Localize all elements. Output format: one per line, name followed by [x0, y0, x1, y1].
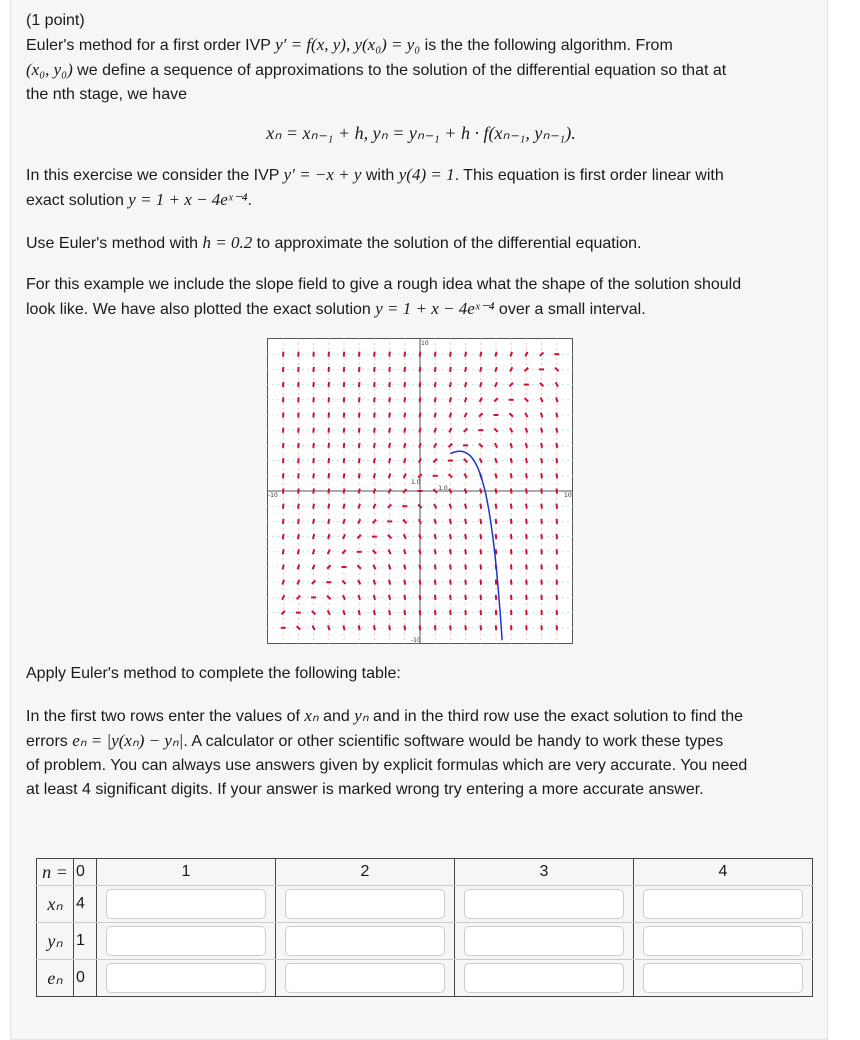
slope-mark	[374, 458, 375, 463]
slope-mark	[435, 580, 436, 585]
text: .	[248, 192, 252, 209]
slope-mark	[359, 413, 360, 418]
initial-condition: y(4) = 1	[399, 165, 455, 184]
slope-mark	[374, 443, 375, 448]
n-label: n =	[37, 859, 74, 886]
slope-mark	[404, 443, 405, 448]
slope-mark	[511, 504, 512, 509]
slope-mark	[465, 352, 466, 357]
slope-mark	[450, 549, 451, 554]
xn-row	[37, 886, 813, 923]
slope-mark	[465, 504, 466, 509]
slope-mark	[450, 382, 451, 387]
slope-mark	[465, 534, 466, 539]
slope-mark	[329, 443, 330, 448]
slope-mark	[480, 549, 481, 554]
slope-mark	[283, 549, 284, 554]
tick-label-right: 10	[564, 492, 572, 499]
slope-mark	[313, 489, 314, 494]
slope-mark	[374, 625, 375, 630]
slope-mark	[435, 397, 436, 402]
slope-mark	[450, 519, 451, 524]
slope-mark	[298, 549, 299, 554]
slope-mark	[374, 595, 375, 600]
slope-mark	[404, 625, 405, 630]
e1-input[interactable]	[106, 963, 266, 993]
slope-mark	[480, 534, 481, 539]
text: In the first two rows enter the values of	[26, 708, 304, 725]
slope-mark	[480, 519, 481, 524]
x2-input[interactable]	[285, 889, 445, 919]
e0-value: 0	[74, 960, 97, 997]
text: exact solution	[26, 192, 128, 209]
slope-mark	[328, 519, 329, 524]
euler-table	[36, 858, 813, 997]
slope-mark	[496, 534, 497, 539]
slope-mark	[389, 443, 390, 448]
points-label: (1 point)	[26, 9, 816, 33]
slope-mark	[465, 580, 466, 585]
slope-mark	[298, 519, 299, 524]
slope-mark	[404, 565, 405, 570]
slope-mark	[343, 504, 344, 509]
slope-mark	[359, 489, 360, 494]
text: the nth stage, we have	[26, 86, 187, 103]
slope-mark	[435, 367, 436, 372]
slope-mark	[359, 610, 360, 615]
yn-row	[37, 923, 813, 960]
slope-mark	[435, 595, 436, 600]
slope-mark	[435, 413, 436, 418]
slope-mark	[435, 565, 436, 570]
header-row	[37, 859, 813, 886]
tick-label-left: -10	[268, 492, 278, 499]
slope-mark	[404, 595, 405, 600]
slope-mark	[313, 519, 314, 524]
tick-label-x1: 1.0	[438, 485, 448, 492]
text: . This equation is first order linear with	[455, 167, 724, 184]
slope-mark	[405, 367, 406, 372]
slope-mark	[435, 382, 436, 387]
text: look like. We have also plotted the exact solution	[26, 301, 375, 318]
slope-mark	[465, 367, 466, 372]
e3-input[interactable]	[464, 963, 624, 993]
slope-mark	[389, 580, 390, 585]
slope-mark	[283, 519, 284, 524]
slope-mark	[556, 458, 557, 463]
text: Euler's method for a first order IVP	[26, 37, 275, 54]
slope-mark	[450, 397, 451, 402]
slope-mark	[496, 489, 497, 494]
text: with	[361, 167, 398, 184]
slope-mark	[465, 565, 466, 570]
slope-mark	[465, 549, 466, 554]
slope-mark	[435, 549, 436, 554]
slope-mark	[404, 397, 405, 402]
slope-mark	[328, 504, 329, 509]
slope-mark	[526, 504, 527, 509]
slope-mark	[389, 413, 390, 418]
exact-solution: y = 1 + x − 4eˣ⁻⁴	[375, 299, 494, 318]
e2-input[interactable]	[285, 963, 445, 993]
slope-mark	[541, 504, 542, 509]
col-2: 2	[276, 859, 455, 886]
row-label: xₙ	[37, 886, 74, 923]
slope-mark	[328, 489, 329, 494]
slope-mark	[404, 413, 405, 418]
slope-mark	[420, 595, 421, 600]
slope-mark	[420, 610, 421, 615]
exact-solution: y = 1 + x − 4eˣ⁻⁴	[128, 190, 247, 209]
slope-mark	[435, 534, 436, 539]
yn-symbol: yₙ	[354, 706, 368, 725]
text: over a small interval.	[494, 301, 645, 318]
slope-mark	[556, 428, 557, 433]
slope-mark	[389, 428, 390, 433]
slope-mark	[389, 397, 390, 402]
slope-mark	[450, 367, 451, 372]
slope-mark	[344, 473, 345, 478]
slope-mark	[374, 397, 375, 402]
slope-mark	[495, 473, 496, 478]
slope-mark	[511, 458, 512, 463]
slope-mark	[420, 625, 421, 630]
slope-mark	[541, 443, 542, 448]
slope-mark	[359, 458, 360, 463]
problem-container	[10, 0, 828, 1040]
text: at least 4 significant digits. If your answer is marked wrong try entering a more accurate answer.	[26, 781, 704, 798]
slope-mark	[374, 413, 375, 418]
text: . A calculator or other scientific software would be handy to work these types	[183, 733, 723, 750]
slope-mark	[495, 352, 496, 357]
y4-input[interactable]	[643, 926, 803, 956]
euler-formula: xₙ = xₙ₋₁ + h, yₙ = yₙ₋₁ + h · f(xₙ₋₁, yₙ₋₁).	[26, 121, 816, 145]
text: In this exercise we consider the IVP	[26, 167, 284, 184]
slope-mark	[344, 443, 345, 448]
y3-input[interactable]	[464, 926, 624, 956]
ivp-equation: y′ = f(x, y), y(x₀) = y₀	[275, 35, 420, 54]
slope-mark	[298, 534, 299, 539]
slope-mark	[541, 489, 542, 494]
en-row	[37, 960, 813, 997]
slope-mark	[556, 443, 557, 448]
slope-mark	[450, 352, 451, 357]
ivp-paragraph	[26, 163, 816, 213]
slope-mark	[298, 473, 299, 478]
slope-mark	[526, 519, 527, 524]
slope-mark	[526, 443, 527, 448]
slope-mark	[313, 534, 314, 539]
intro-paragraph	[26, 33, 816, 107]
slope-mark	[420, 565, 421, 570]
text: is the the following algorithm. From	[420, 37, 673, 54]
slope-mark	[541, 458, 542, 463]
slope-mark	[283, 504, 284, 509]
slope-mark	[480, 367, 481, 372]
table-instructions	[26, 704, 816, 802]
slope-mark	[389, 595, 390, 600]
slope-mark	[480, 352, 481, 357]
slope-mark	[435, 610, 436, 615]
n0: 0	[74, 859, 97, 886]
col-4: 4	[634, 859, 813, 886]
slope-mark	[344, 428, 345, 433]
slope-mark	[420, 413, 421, 418]
slope-mark	[389, 625, 390, 630]
slope-mark	[359, 428, 360, 433]
slope-mark	[419, 428, 420, 433]
text: of problem. You can always use answers given by explicit formulas which are very accurate. You need	[26, 757, 747, 774]
slope-mark	[420, 397, 421, 402]
slope-mark	[313, 458, 314, 463]
y1-input[interactable]	[106, 926, 266, 956]
ode: y′ = −x + y	[284, 165, 362, 184]
slope-mark	[420, 382, 421, 387]
slope-mark	[374, 428, 375, 433]
slope-mark	[557, 489, 558, 494]
x0-value: 4	[74, 886, 97, 923]
slope-mark	[480, 489, 481, 494]
slope-mark	[359, 625, 360, 630]
slope-mark	[450, 534, 451, 539]
slope-mark	[511, 534, 512, 539]
slope-mark	[450, 580, 451, 585]
slope-mark	[496, 519, 497, 524]
step-size: h = 0.2	[202, 233, 252, 252]
slope-mark	[419, 549, 420, 554]
x4-input[interactable]	[643, 889, 803, 919]
slope-mark	[420, 367, 421, 372]
slope-mark	[496, 549, 497, 554]
slope-mark	[298, 504, 299, 509]
error-formula: eₙ = |y(xₙ) − yₙ|	[72, 731, 183, 750]
y0-value: 1	[74, 923, 97, 960]
slope-mark	[343, 625, 344, 630]
slope-mark	[328, 458, 329, 463]
slope-mark	[556, 473, 557, 478]
slope-mark	[374, 610, 375, 615]
text: we define a sequence of approximations to the solution of the differential equation so that at	[73, 62, 726, 79]
slope-mark	[480, 504, 481, 509]
slope-mark	[465, 519, 466, 524]
slope-mark	[420, 580, 421, 585]
slope-mark	[496, 504, 497, 509]
initial-point: (x₀, y₀)	[26, 60, 73, 79]
row-label: yₙ	[37, 923, 74, 960]
slope-mark	[389, 458, 390, 463]
x3-input[interactable]	[464, 889, 624, 919]
text: to approximate the solution of the differential equation.	[252, 235, 641, 252]
text: Use Euler's method with	[26, 235, 202, 252]
col-3: 3	[455, 859, 634, 886]
slope-mark	[404, 580, 405, 585]
xn-symbol: xₙ	[304, 706, 318, 725]
slope-mark	[404, 428, 405, 433]
slope-mark	[541, 473, 542, 478]
slope-mark	[556, 413, 557, 418]
slope-mark	[404, 382, 405, 387]
slope-mark	[389, 610, 390, 615]
x1-input[interactable]	[106, 889, 266, 919]
slope-mark	[511, 473, 512, 478]
slope-mark	[298, 489, 299, 494]
text: and in the third row use the exact solution to find the	[369, 708, 743, 725]
text: For this example we include the slope field to give a rough idea what the shape of the solution should	[26, 276, 741, 293]
text: errors	[26, 733, 72, 750]
step-paragraph	[26, 231, 816, 256]
slope-mark	[328, 473, 329, 478]
apply-instruction: Apply Euler's method to complete the following table:	[26, 662, 816, 686]
slope-mark	[389, 382, 390, 387]
slope-mark	[374, 473, 375, 478]
slope-mark	[359, 473, 360, 478]
slope-mark	[541, 428, 542, 433]
slope-mark	[450, 595, 451, 600]
tick-label-top: 10	[421, 340, 429, 347]
slope-mark	[344, 489, 345, 494]
text: and	[319, 708, 355, 725]
slope-mark	[511, 519, 512, 524]
slope-mark	[511, 489, 512, 494]
y2-input[interactable]	[285, 926, 445, 956]
slope-mark	[481, 565, 482, 570]
slope-mark	[420, 352, 421, 357]
slope-mark	[283, 534, 284, 539]
tick-label-bottom: -10	[411, 637, 421, 644]
slope-mark	[404, 610, 405, 615]
slope-mark	[435, 352, 436, 357]
slope-mark	[283, 565, 284, 570]
slope-mark	[465, 382, 466, 387]
slope-mark	[283, 489, 284, 494]
slope-mark	[526, 489, 527, 494]
slope-mark	[450, 565, 451, 570]
row-label: eₙ	[37, 960, 74, 997]
slope-field-plot	[267, 338, 573, 644]
slope-field-paragraph	[26, 273, 816, 322]
slope-mark	[344, 458, 345, 463]
slope-mark	[359, 443, 360, 448]
slope-mark	[526, 473, 527, 478]
slope-mark	[313, 504, 314, 509]
e4-input[interactable]	[643, 963, 803, 993]
slope-mark	[526, 458, 527, 463]
tick-label-y1: 1.0	[411, 479, 421, 486]
slope-mark	[313, 473, 314, 478]
col-1: 1	[97, 859, 276, 886]
